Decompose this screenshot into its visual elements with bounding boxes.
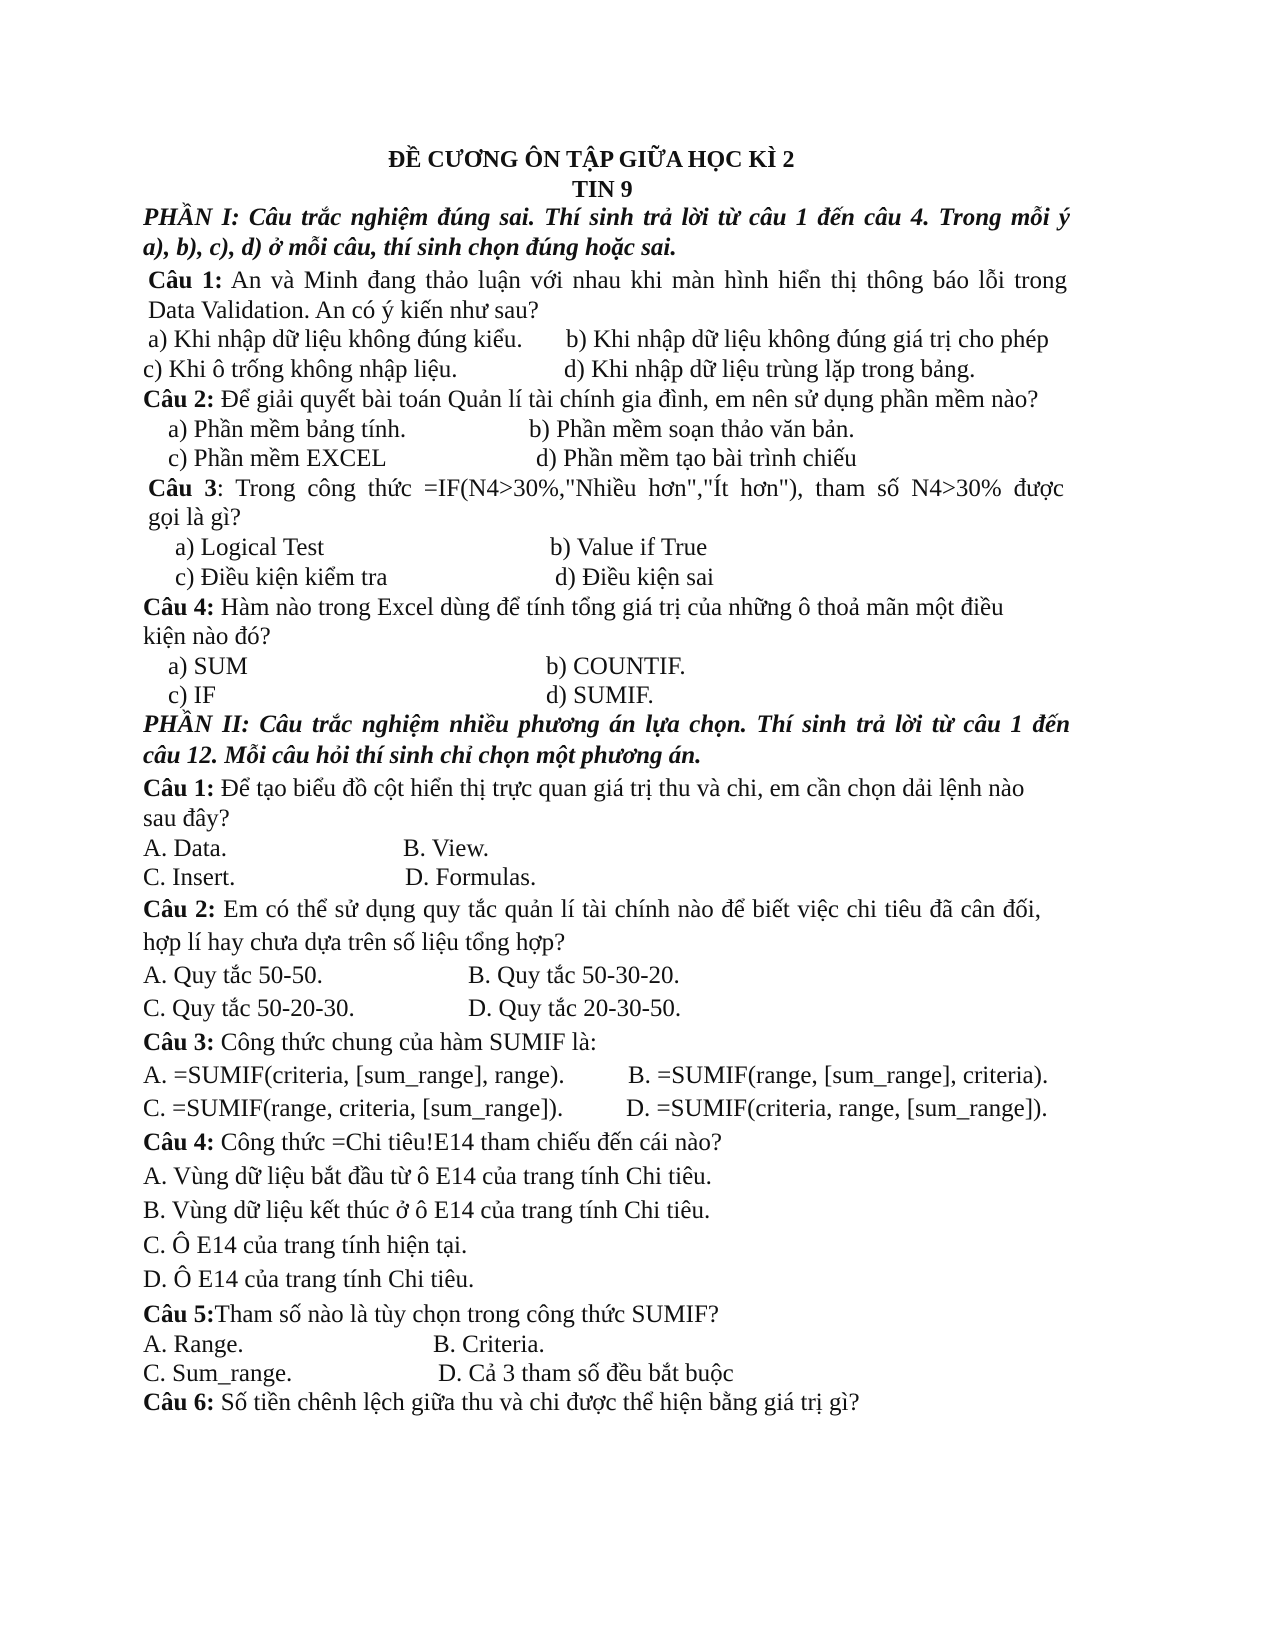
p1-q4-line1 — [143, 593, 1004, 623]
p2-q4-option-c: C. Ô E14 của trang tính hiện tại. — [143, 1232, 468, 1259]
document-subject: TIN 9 — [572, 177, 633, 203]
p1-q2-text: Để giải quyết bài toán Quản lí tài chính gia đình, em nên sử dụng phần mềm nào? — [214, 386, 1039, 413]
p1-q3-label: Câu 3 — [148, 475, 217, 502]
p1-q2-option-c: c) Phần mềm EXCEL — [168, 445, 387, 472]
p2-q4-option-d: D. Ô E14 của trang tính Chi tiêu. — [143, 1266, 475, 1293]
p1-q1-label: Câu 1: — [148, 267, 223, 294]
p1-q3-option-a: a) Logical Test — [175, 534, 325, 561]
p1-q4-line2: kiện nào đó? — [143, 623, 271, 650]
p2-q1-label: Câu 1: — [143, 775, 215, 802]
p1-q2-option-a: a) Phần mềm bảng tính. — [168, 416, 407, 443]
p2-q2-line1 — [143, 895, 1041, 925]
p2-q5-label: Câu 5: — [143, 1301, 215, 1328]
p2-q4-line1 — [143, 1128, 722, 1158]
p2-q2-line2: hợp lí hay chưa dựa trên số liệu tổng hợp? — [143, 929, 566, 956]
p1-q3-line2: gọi là gì? — [148, 504, 242, 531]
p2-q5-option-a: A. Range. — [143, 1331, 244, 1358]
p2-q5-line1 — [143, 1300, 719, 1330]
p2-q5-option-c: C. Sum_range. — [143, 1360, 293, 1387]
p1-q2-option-d: d) Phần mềm tạo bài trình chiếu — [536, 445, 857, 472]
p1-q2-label: Câu 2: — [143, 386, 215, 413]
p2-q3-line1 — [143, 1028, 597, 1058]
p1-q4-option-d: d) SUMIF. — [546, 682, 654, 709]
p1-q1-option-d: d) Khi nhập dữ liệu trùng lặp trong bảng. — [564, 356, 976, 383]
p1-q2-option-b: b) Phần mềm soạn thảo văn bản. — [529, 416, 855, 443]
p2-q2-option-d: D. Quy tắc 20-30-50. — [468, 995, 682, 1022]
part2-heading-line1: PHẦN II: Câu trắc nghiệm nhiều phương án lựa chọn. Thí sinh trả lời từ câu 1 đến — [143, 711, 1070, 738]
p2-q6-line1 — [143, 1388, 860, 1418]
p2-q5-option-b: B. Criteria. — [433, 1331, 545, 1358]
p2-q2-option-c: C. Quy tắc 50-20-30. — [143, 995, 355, 1022]
p2-q3-option-d: D. =SUMIF(criteria, range, [sum_range]). — [626, 1095, 1048, 1122]
p2-q5-text: Tham số nào là tùy chọn trong công thức SUMIF? — [214, 1301, 719, 1328]
p2-q3-option-a: A. =SUMIF(criteria, [sum_range], range). — [143, 1062, 565, 1089]
p1-q3-option-d: d) Điều kiện sai — [555, 564, 714, 591]
p2-q1-option-b: B. View. — [403, 835, 489, 862]
p1-q1-option-b: b) Khi nhập dữ liệu không đúng giá trị cho phép — [566, 326, 1049, 353]
p2-q3-option-b: B. =SUMIF(range, [sum_range], criteria). — [628, 1062, 1049, 1089]
p2-q4-option-b: B. Vùng dữ liệu kết thúc ở ô E14 của trang tính Chi tiêu. — [143, 1197, 711, 1224]
p2-q1-text: Để tạo biểu đồ cột hiển thị trực quan giá trị thu và chi, em cần chọn dải lệnh nào — [214, 775, 1025, 802]
p2-q2-text: Em có thể sử dụng quy tắc quản lí tài chính nào để biết việc chi tiêu đã cân đối, — [215, 896, 1041, 923]
p2-q6-label: Câu 6: — [143, 1389, 215, 1416]
p1-q2-line1 — [143, 385, 1038, 415]
p1-q1-option-c: c) Khi ô trống không nhập liệu. — [143, 356, 458, 383]
p1-q4-option-a: a) SUM — [168, 653, 248, 680]
p1-q4-option-c: c) IF — [168, 682, 216, 709]
p2-q1-line2: sau đây? — [143, 805, 230, 832]
p2-q6-text: Số tiền chênh lệch giữa thu và chi được thể hiện bằng giá trị gì? — [214, 1389, 860, 1416]
p1-q1-line2: Data Validation. An có ý kiến như sau? — [148, 297, 539, 324]
p2-q3-option-c: C. =SUMIF(range, criteria, [sum_range]). — [143, 1095, 564, 1122]
p2-q4-text: Công thức =Chi tiêu!E14 tham chiếu đến cái nào? — [214, 1129, 722, 1156]
p2-q5-option-d: D. Cả 3 tham số đều bắt buộc — [438, 1360, 734, 1387]
p1-q4-text: Hàm nào trong Excel dùng để tính tổng giá trị của những ô thoả mãn một điều — [214, 594, 1004, 621]
p1-q4-option-b: b) COUNTIF. — [546, 653, 686, 680]
p2-q2-label: Câu 2: — [143, 896, 216, 923]
p2-q2-option-b: B. Quy tắc 50-30-20. — [468, 962, 680, 989]
p1-q1-line1 — [148, 266, 1067, 296]
p1-q1-text: An và Minh đang thảo luận với nhau khi màn hình hiển thị thông báo lỗi trong — [222, 267, 1067, 294]
p1-q4-label: Câu 4: — [143, 594, 215, 621]
p2-q4-label: Câu 4: — [143, 1129, 215, 1156]
p1-q1-option-a: a) Khi nhập dữ liệu không đúng kiểu. — [148, 326, 523, 353]
part2-heading-line2: câu 12. Mỗi câu hỏi thí sinh chỉ chọn một phương án. — [143, 742, 702, 769]
p2-q3-label: Câu 3: — [143, 1029, 215, 1056]
p1-q3-line1 — [148, 474, 1064, 504]
part1-heading-line2: a), b), c), d) ở mỗi câu, thí sinh chọn đúng hoặc sai. — [143, 234, 677, 261]
part1-heading-line1: PHẦN I: Câu trắc nghiệm đúng sai. Thí sinh trả lời từ câu 1 đến câu 4. Trong mỗi ý — [143, 204, 1070, 231]
p2-q3-text: Công thức chung của hàm SUMIF là: — [214, 1029, 597, 1056]
p2-q4-option-a: A. Vùng dữ liệu bắt đầu từ ô E14 của trang tính Chi tiêu. — [143, 1163, 712, 1190]
p1-q3-option-b: b) Value if True — [550, 534, 708, 561]
p2-q1-option-c: C. Insert. — [143, 864, 236, 891]
p2-q1-option-a: A. Data. — [143, 835, 227, 862]
p2-q2-option-a: A. Quy tắc 50-50. — [143, 962, 323, 989]
p1-q3-option-c: c) Điều kiện kiểm tra — [175, 564, 388, 591]
document-title: ĐỀ CƯƠNG ÔN TẬP GIỮA HỌC KÌ 2 — [388, 147, 795, 173]
p2-q1-option-d: D. Formulas. — [405, 864, 537, 891]
p2-q1-line1 — [143, 774, 1024, 804]
p1-q3-text: : Trong công thức =IF(N4>30%,"Nhiều hơn","Ít hơn"), tham số N4>30% được — [216, 475, 1064, 502]
